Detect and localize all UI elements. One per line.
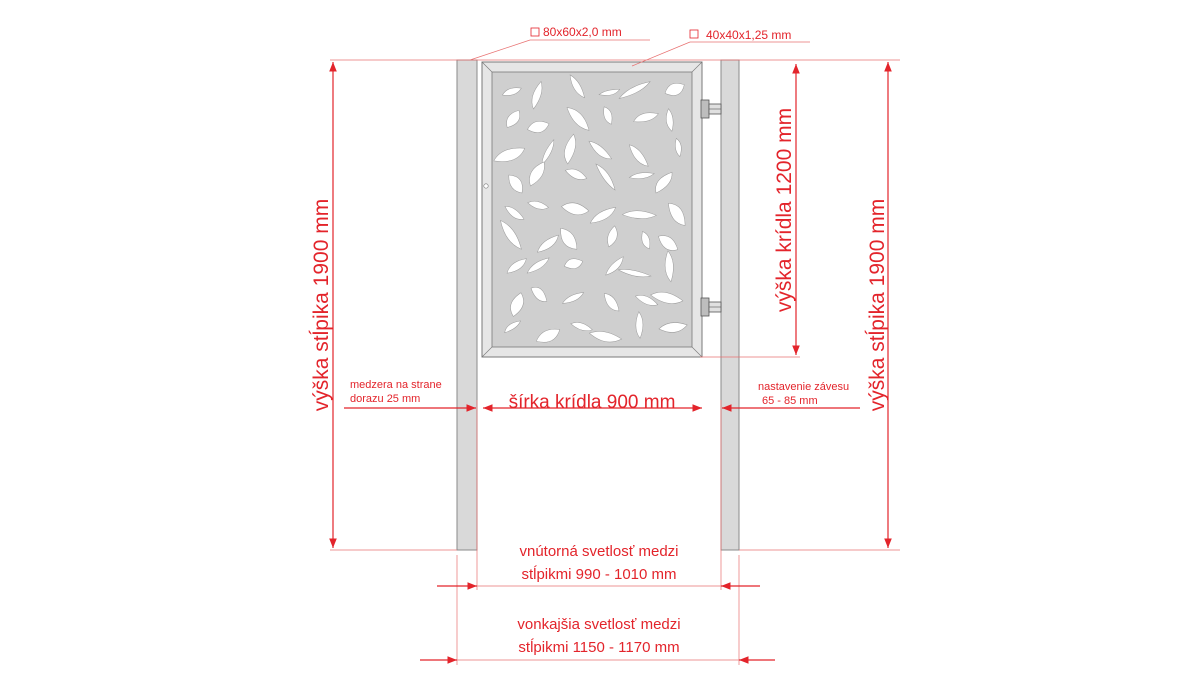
right-post — [721, 60, 739, 550]
leaf-width-dimension — [483, 392, 702, 413]
stop-gap-label-line2: dorazu 25 mm — [350, 393, 421, 405]
hinge-adjustment-dimension — [722, 381, 860, 408]
outer-clearance-dimension — [420, 616, 775, 660]
left-post — [457, 60, 477, 550]
stop-gap-dimension — [344, 379, 476, 408]
stop-gap-label-line1: medzera na strane — [350, 379, 442, 391]
post-profile-label: 80x60x2,0 mm — [543, 25, 622, 39]
leaf-width-label: šírka krídla 900 mm — [508, 392, 676, 413]
upper-hinge — [701, 100, 721, 118]
square-profile-icon — [531, 28, 539, 36]
outer-clearance-label-line1: vonkajšia svetlosť medzi — [517, 616, 681, 633]
left-post-height-dimension — [309, 62, 333, 548]
inner-clearance-label-line1: vnútorná svetlosť medzi — [519, 543, 679, 560]
square-profile-icon — [690, 30, 698, 38]
lower-hinge — [701, 298, 721, 316]
right-post-height-dimension — [865, 62, 889, 548]
leaf-height-label: výška krídla 1200 mm — [773, 107, 796, 313]
post-profile-callout — [470, 25, 650, 60]
inner-clearance-dimension — [437, 543, 760, 586]
hinge-adjust-label-line2: 65 - 85 mm — [762, 395, 818, 407]
hinge-adjust-label-line1: nastavenie závesu — [758, 381, 850, 393]
right-post-height-label: výška stĺpika 1900 mm — [866, 198, 889, 412]
inner-clearance-label-line2: stĺpikmi 990 - 1010 mm — [521, 566, 677, 583]
outer-clearance-label-line2: stĺpikmi 1150 - 1170 mm — [518, 639, 680, 656]
left-post-height-label: výška stĺpika 1900 mm — [310, 198, 333, 412]
leaf-height-dimension — [773, 64, 796, 355]
frame-profile-label: 40x40x1,25 mm — [706, 28, 792, 42]
